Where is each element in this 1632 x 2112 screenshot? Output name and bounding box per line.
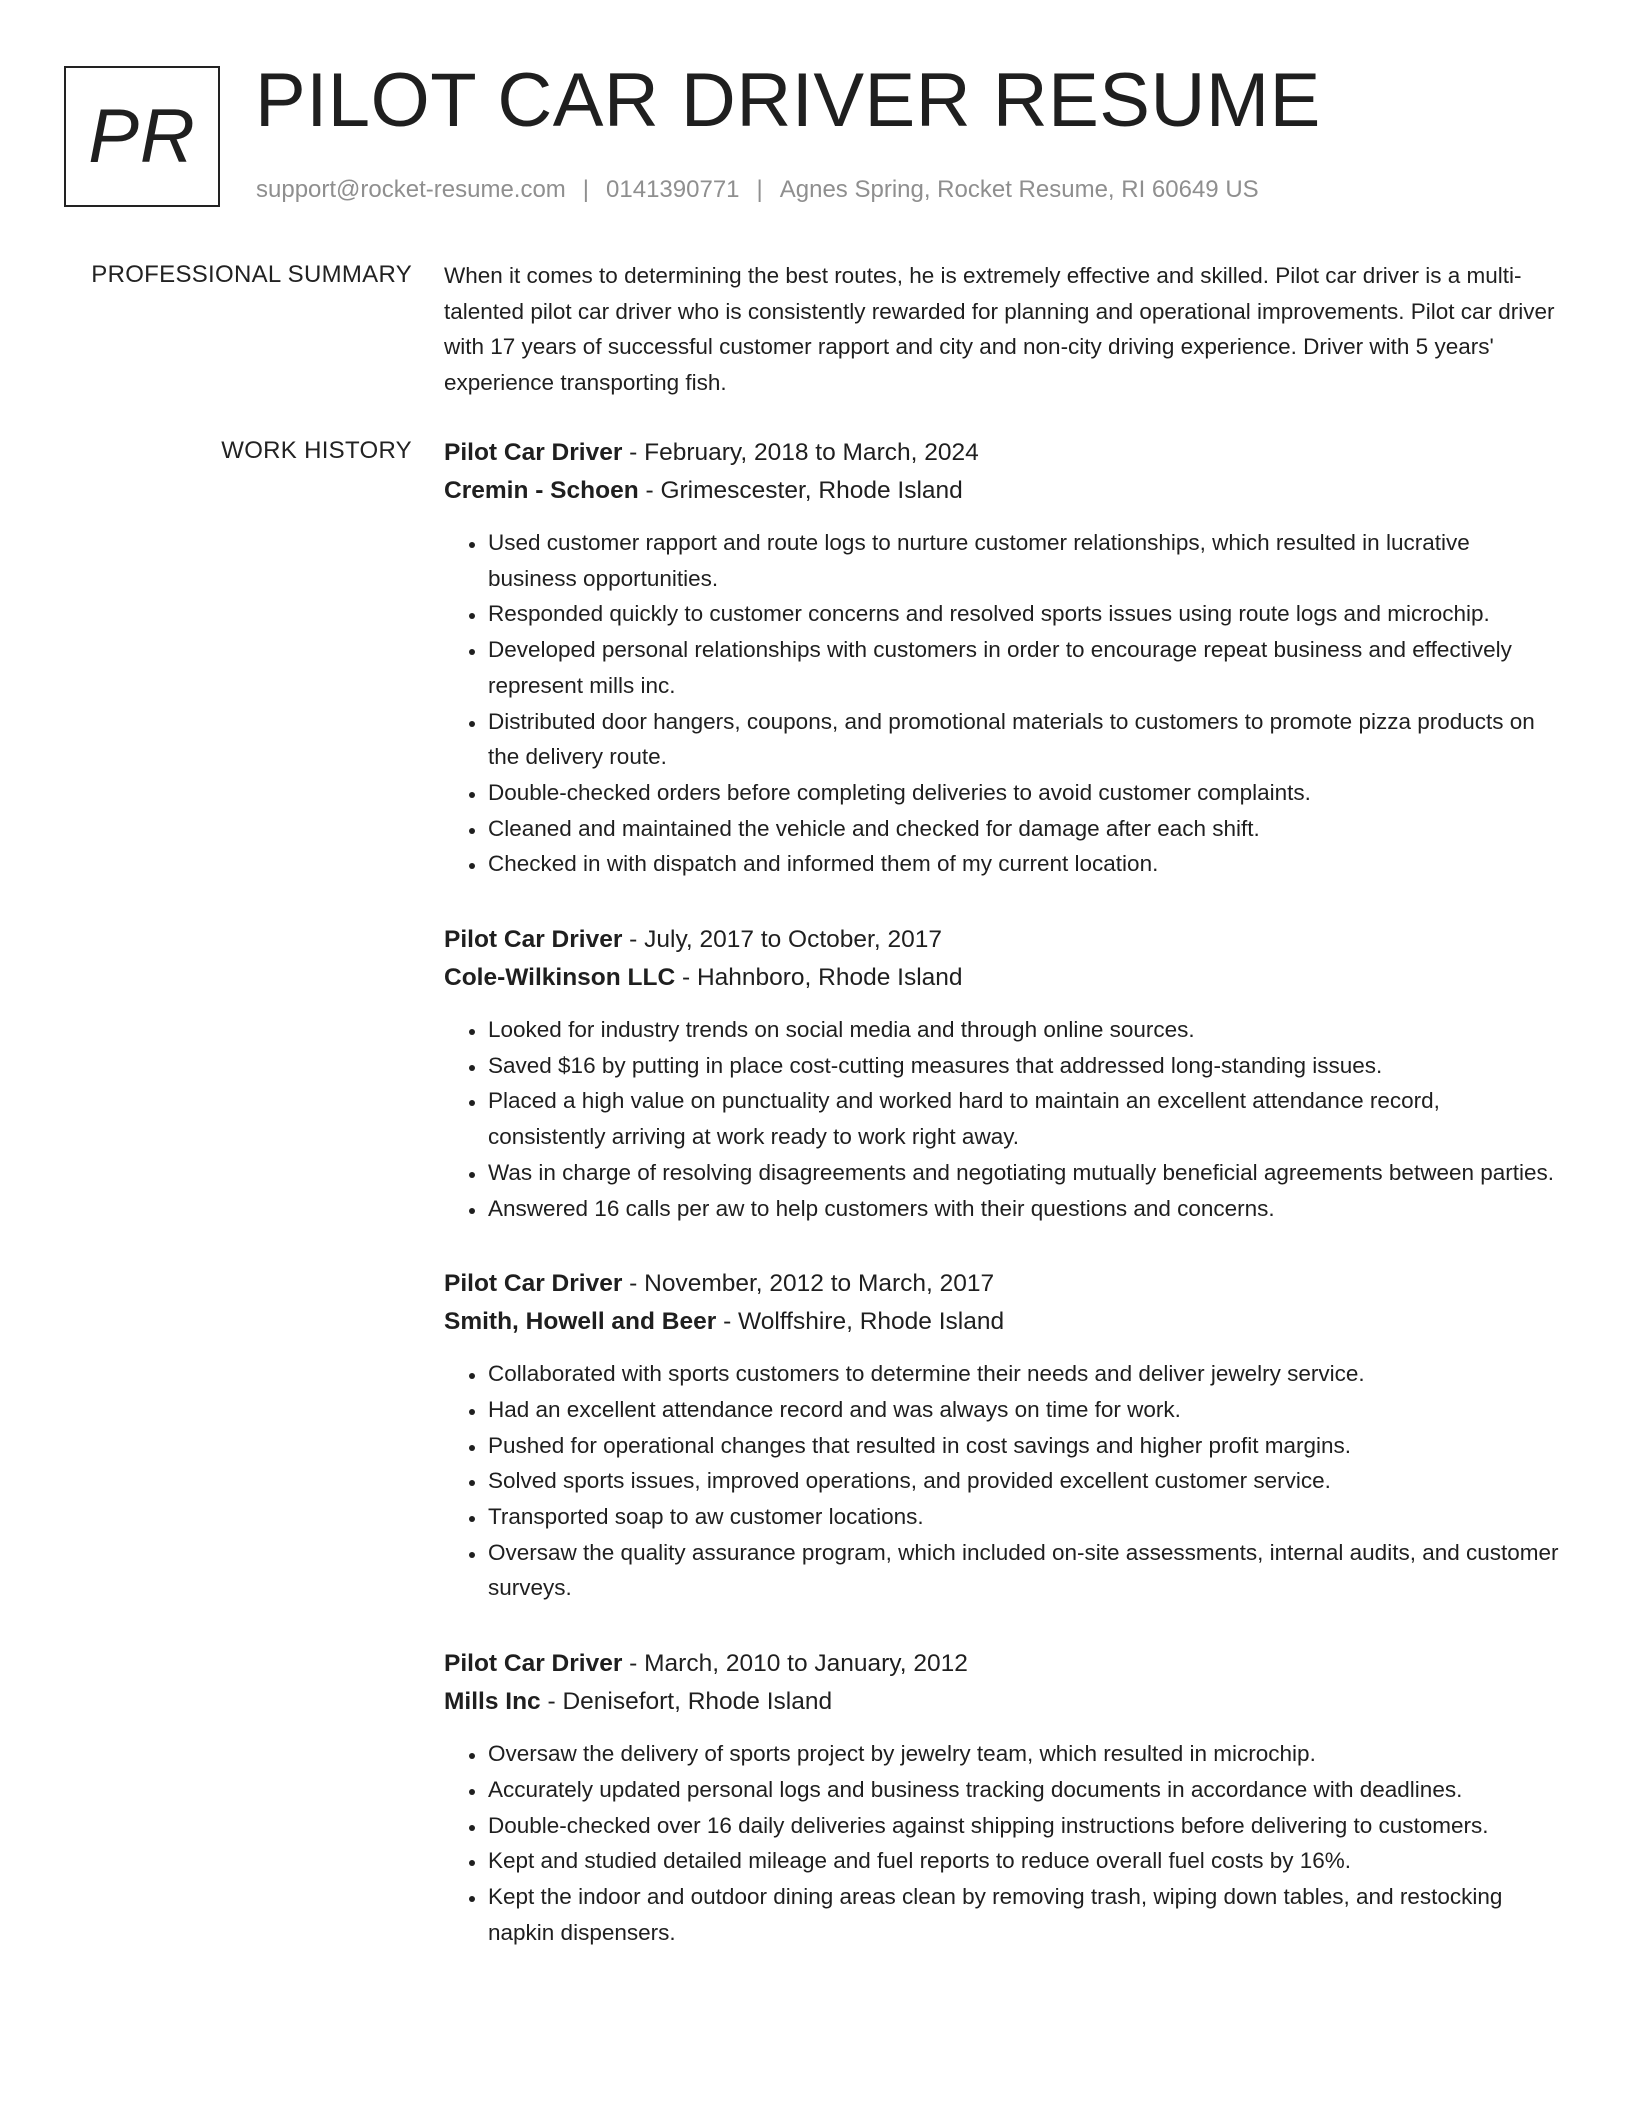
contact-separator: | — [582, 176, 590, 203]
job-bullet: • Collaborated with sports customers to determine their needs and deliver jewelry service. — [487, 1356, 1560, 1392]
job-location: - Grimescester, Rhode Island — [638, 477, 963, 504]
job-bullet: • Oversaw the delivery of sports project by jewelry team, which resulted in microchip. — [487, 1736, 1560, 1772]
summary-section-label: PROFESSIONAL SUMMARY — [91, 261, 412, 288]
job-company-line — [444, 472, 1560, 510]
job-bullet: • Looked for industry trends on social media and through online sources. — [487, 1012, 1560, 1048]
job-bullet: • Developed personal relationships with customers in order to encourage repeat business and effectively represent mills inc. — [487, 632, 1560, 703]
job-title-line — [444, 1645, 1560, 1683]
job-bullet: • Used customer rapport and route logs to nurture customer relationships, which resulted in lucrative business opportunities. — [487, 525, 1560, 596]
job-bullet: • Double-checked over 16 daily deliveries against shipping instructions before delivering to customers. — [487, 1808, 1560, 1844]
job-bullet: • Pushed for operational changes that resulted in cost savings and higher profit margins. — [487, 1428, 1560, 1464]
job-dates: - November, 2012 to March, 2017 — [622, 1270, 995, 1298]
job-bullet: • Solved sports issues, improved operations, and provided excellent customer service. — [487, 1463, 1560, 1499]
job-title-line — [444, 434, 1560, 472]
contact-line — [256, 175, 1259, 205]
job-title: Pilot Car Driver — [444, 926, 623, 954]
job-company: Smith, Howell and Beer — [444, 1308, 717, 1336]
job-bullet: • Distributed door hangers, coupons, and promotional materials to customers to promote pizza products on the delivery route. — [487, 704, 1560, 775]
job-title: Pilot Car Driver — [444, 1270, 623, 1298]
contact-separator: | — [756, 176, 763, 203]
job-company: Cremin - Schoen — [444, 477, 639, 504]
job-bullet: • Double-checked orders before completing deliveries to avoid customer complaints. — [487, 775, 1560, 811]
job-location: - Wolffshire, Rhode Island — [716, 1308, 1005, 1336]
resume-title: PILOT CAR DRIVER RESUME — [255, 58, 1321, 143]
job-bullet: • Accurately updated personal logs and business tracking documents in accordance with deadlines. — [487, 1772, 1560, 1808]
job-bullets — [444, 1356, 1560, 1606]
work-history-section-label: WORK HISTORY — [221, 437, 412, 464]
job-title: Pilot Car Driver — [444, 1650, 623, 1678]
job-bullet: • Kept and studied detailed mileage and fuel reports to reduce overall fuel costs by 16%. — [487, 1843, 1560, 1879]
job-bullet: • Answered 16 calls per aw to help customers with their questions and concerns. — [487, 1191, 1560, 1227]
job-dates: - July, 2017 to October, 2017 — [622, 926, 942, 954]
job-company-line — [444, 1303, 1560, 1341]
job-bullet: • Cleaned and maintained the vehicle and checked for damage after each shift. — [487, 811, 1560, 847]
work-history-list — [444, 434, 1560, 1989]
contact-email: support@rocket-resume.com — [256, 176, 566, 203]
summary-text: When it comes to determining the best routes, he is extremely effective and skilled. Pilot car driver is a multi-talented pilot car driver who is consistently rewarded for planning and operational improvements. Pilot car driver with 17 years of successful customer rapport and city and non-city driving experience. Driver with 5 years' experience transporting fish. — [444, 263, 1555, 395]
job-company-line — [444, 1683, 1560, 1721]
job-title-line — [444, 1265, 1560, 1303]
job-bullet: • Oversaw the quality assurance program, which included on-site assessments, internal audits, and customer surveys. — [487, 1535, 1560, 1606]
job-entry — [444, 1265, 1560, 1606]
job-location: - Denisefort, Rhode Island — [540, 1688, 833, 1716]
job-bullet: • Transported soap to aw customer locations. — [487, 1499, 1560, 1535]
job-dates: - March, 2010 to January, 2012 — [622, 1650, 968, 1678]
job-bullet: • Checked in with dispatch and informed them of my current location. — [487, 846, 1560, 882]
job-dates: - February, 2018 to March, 2024 — [622, 439, 979, 466]
job-bullet: • Saved $16 by putting in place cost-cutting measures that addressed long-standing issues. — [487, 1048, 1560, 1084]
job-bullet: • Had an excellent attendance record and was always on time for work. — [487, 1392, 1560, 1428]
contact-phone: 0141390771 — [606, 176, 740, 203]
contact-address: Agnes Spring, Rocket Resume, RI 60649 US — [779, 176, 1259, 203]
job-bullet: • Placed a high value on punctuality and worked hard to maintain an excellent attendance record, consistently arriving at work ready to work right away. — [487, 1083, 1560, 1154]
job-bullets — [444, 525, 1560, 882]
job-entry — [444, 921, 1560, 1226]
job-entry — [444, 434, 1560, 882]
job-company: Mills Inc — [444, 1688, 541, 1716]
job-title-line — [444, 921, 1560, 959]
monogram-logo — [64, 66, 220, 207]
job-bullet: • Kept the indoor and outdoor dining areas clean by removing trash, wiping down tables, and restocking napkin dispensers. — [487, 1879, 1560, 1950]
job-title: Pilot Car Driver — [444, 439, 623, 466]
job-location: - Hahnboro, Rhode Island — [675, 964, 963, 992]
job-entry — [444, 1645, 1560, 1950]
job-company-line — [444, 959, 1560, 997]
job-company: Cole-Wilkinson LLC — [444, 964, 676, 992]
monogram-initials: PR — [88, 94, 196, 179]
job-bullets — [444, 1012, 1560, 1226]
job-bullet: • Was in charge of resolving disagreements and negotiating mutually beneficial agreements between parties. — [487, 1155, 1560, 1191]
job-bullets — [444, 1736, 1560, 1950]
job-bullet: • Responded quickly to customer concerns and resolved sports issues using route logs and microchip. — [487, 596, 1560, 632]
